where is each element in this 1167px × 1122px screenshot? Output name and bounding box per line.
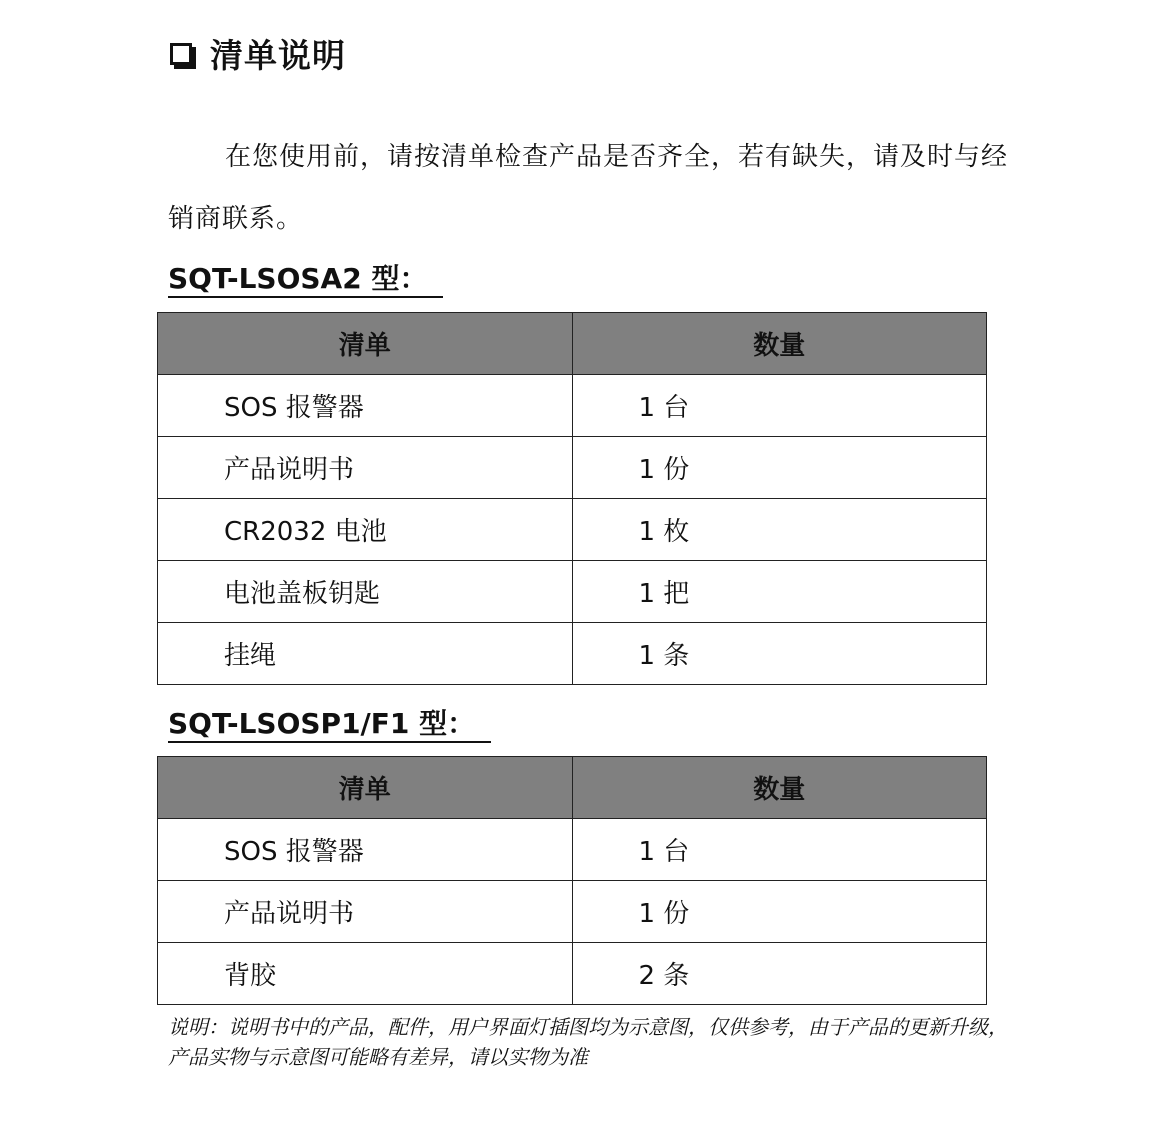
table-header-row xyxy=(158,757,987,819)
table-row xyxy=(158,881,987,943)
item-cell: SOS 报警器 xyxy=(158,819,573,881)
table-row xyxy=(158,819,987,881)
quantity-cell: 1 枚 xyxy=(572,499,987,561)
column-header-list: 清单 xyxy=(158,757,573,819)
footnote: 说明：说明书中的产品，配件，用户界面灯插图均为示意图，仅供参考，由于产品的更新升级，产品实物与示意图可能略有差异，请以实物为准 xyxy=(168,1015,1008,1069)
quantity-cell: 2 条 xyxy=(572,943,987,1005)
quantity-cell: 1 台 xyxy=(572,819,987,881)
quantity-cell: 1 台 xyxy=(572,375,987,437)
section-heading xyxy=(170,30,346,77)
quantity-cell: 1 份 xyxy=(572,437,987,499)
quantity-cell: 1 条 xyxy=(572,623,987,685)
checklist-table-p1-f1 xyxy=(157,756,987,1005)
item-cell: CR2032 电池 xyxy=(158,499,573,561)
intro-paragraph: 在您使用前，请按清单检查产品是否齐全，若有缺失，请及时与经销商联系。 xyxy=(168,142,1009,234)
item-cell: 挂绳 xyxy=(158,623,573,685)
column-header-quantity: 数量 xyxy=(572,313,987,375)
item-cell: SOS 报警器 xyxy=(158,375,573,437)
table-row xyxy=(158,499,987,561)
quantity-cell: 1 把 xyxy=(572,561,987,623)
table-row xyxy=(158,943,987,1005)
table-row xyxy=(158,437,987,499)
model-title-p1-f1: SQT-LSOSP1/F1 型： xyxy=(168,707,491,743)
item-cell: 产品说明书 xyxy=(158,437,573,499)
column-header-list: 清单 xyxy=(158,313,573,375)
checkbox-icon xyxy=(170,43,192,65)
item-cell: 电池盖板钥匙 xyxy=(158,561,573,623)
item-cell: 产品说明书 xyxy=(158,881,573,943)
table-header-row xyxy=(158,313,987,375)
column-header-quantity: 数量 xyxy=(572,757,987,819)
checklist-table-a2 xyxy=(157,312,987,685)
table-row xyxy=(158,561,987,623)
item-cell: 背胶 xyxy=(158,943,573,1005)
section-title: 清单说明 xyxy=(210,36,346,75)
table-row xyxy=(158,623,987,685)
quantity-cell: 1 份 xyxy=(572,881,987,943)
model-title-a2: SQT-LSOSA2 型： xyxy=(168,262,443,298)
table-row xyxy=(158,375,987,437)
